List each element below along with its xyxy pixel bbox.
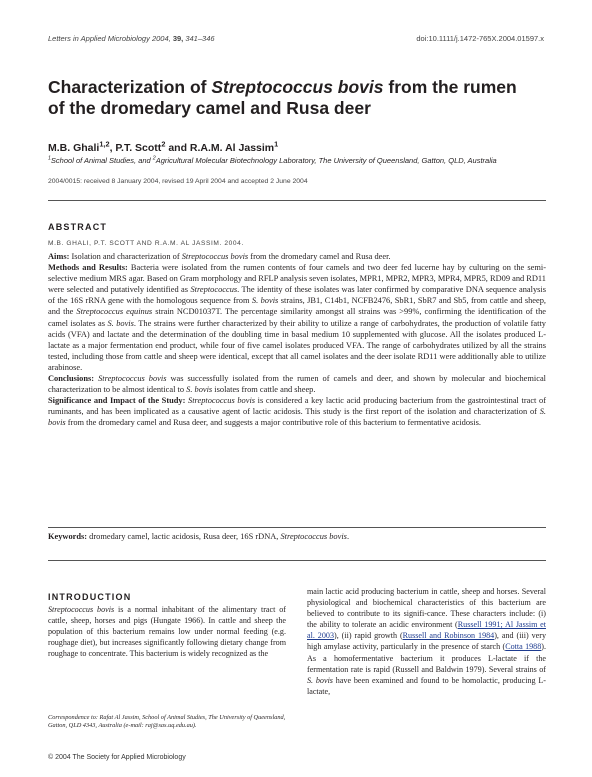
abstract-significance: Significance and Impact of the Study: Streptococcus bovis is considered a key lactic acid producing bacterium from the gastrointestinal tract of ruminants, and has been implicated as a causative agent of lactic acidosis. This study is the first report of the isolation and characterization of S. bovis from the dromedary camel and Rusa deer, and suggests a major contributive role of this bacterium to fermentative acidosis. — [48, 396, 546, 428]
keywords: Keywords: dromedary camel, lactic acidosis, Rusa deer, 16S rDNA, Streptococcus bovis. — [48, 532, 350, 541]
reference-link[interactable]: Russell and Robinson 1984 — [402, 631, 495, 641]
journal-citation: Letters in Applied Microbiology 2004, 39, 341–346 — [48, 34, 215, 43]
abstract-aims: Aims: Isolation and characterization of Streptococcus bovis from the dromedary camel and Rusa deer. — [48, 252, 391, 261]
introduction-heading: INTRODUCTION — [48, 592, 132, 602]
introduction-right-column: main lactic acid producing bacterium in cattle, sheep and horses. Several physiological and biochemical characteristics of this bacterium are believed to contribute to its signifi-cance. These characters include: (i) the ability to tolerate an acidic environment (Russell 1991; Al Jassim et al. 2003), (ii) rapid growth (Russell and Robinson 1984), and (iii) very high amylase activity, particularly in the presence of starch (Cotta 1988). As a homofermentative bacterium it produces L-lactate if the fermentation rate is rapid (Russell and Baldwin 1979). Several strains of S. bovis have been examined and found to be homolactic, producing L-lactate, — [307, 587, 546, 696]
divider — [48, 527, 546, 528]
doi-link[interactable]: doi:10.1111/j.1472-765X.2004.01597.x — [416, 34, 544, 43]
abstract-conclusions: Conclusions: Streptococcus bovis was successfully isolated from the rumen of camels and deer, and shown by molecular and biochemical characterization to be almost identical to S. bovis isolates from cattle and sheep. — [48, 374, 547, 395]
abstract-methods-results: Methods and Results: Bacteria were isolated from the rumen contents of four camels and two deer fed lucerne hay by culturing on the semi-selective medium MRS agar. Based on Gram morphology and RFLP analysis seven isolates, MPR1, MPR2, MPR3, MPR4, MPR5, RD09 and RD11 were selected and putatively identified as Streptococcus. The identity of these isolates was later confirmed by comparative DNA sequence analysis of the 16S rRNA gene with the homologous sequence from S. bovis strains, JB1, C14b1, NCFB2476, SbR1, SbR7 and Sb5, from cattle and sheep, and the Streptococcus equinus strain NCD01037T. The percentage similarity amongst all strains was >99%, confirming the identification of the camel isolates as S. bovis. The strains were further characterized by their ability to utilize a range of carbohydrates, the production of volatile fatty acids (VFA) and lactate and the determination of the doubling time in basal medium 10 supplemented with glucose. All the isolates produced L-lactate as a major fermentation end product, while four of five camel isolates produced VFA. The range of carbohydrates utilized by all the strains tested, including those from cattle and sheep were identical, except that all camel isolates and the deer isolate RD11 were additionally able to utilize arabinose. — [48, 263, 546, 372]
introduction-left-column: Streptococcus bovis is a normal inhabitant of the alimentary tract of cattle, sheep, horses and pigs (Hungate 1966). In cattle and sheep the population of this bacterium remains low under normal feeding (e.g. roughage diet), but increases significantly following dietary change from roughage to concentrate. This bacterium is widely recognized as the — [48, 605, 286, 659]
affiliations: $^1$School of Animal Studies, and $^2$Agricultural Molecular Biotechnology Laboratory, The University of Queensland, Gatton, QLD, Australia — [48, 155, 497, 165]
author-list: M.B. Ghali$^{1,2}$, P.T. Scott$^2$ and R.A.M. Al Jassim$^1$ — [48, 139, 279, 154]
title-species: Streptococcus bovis — [211, 77, 384, 97]
volume-number: 39, — [172, 34, 184, 43]
divider — [48, 200, 546, 201]
copyright-notice: © 2004 The Society for Applied Microbiology — [48, 754, 186, 761]
page-range: 341–346 — [185, 34, 215, 43]
abstract-heading: ABSTRACT — [48, 222, 108, 232]
abstract-body — [48, 251, 546, 429]
reference-link[interactable]: Cotta 1988 — [505, 642, 542, 652]
article-title: Characterization of Streptococcus bovis from the rumen of the dromedary camel and Rusa deer — [48, 77, 517, 118]
reference-link[interactable]: Russell 1991; Al Jassim et al. 2003 — [307, 620, 546, 641]
running-head — [48, 34, 544, 43]
divider — [48, 560, 546, 561]
correspondence-note: Correspondence to: Rafat Al Jassim, School of Animal Studies, The University of Queensland, Gatton, QLD 4343, Australia (e-mail: raj@sas.uq.edu.au). — [48, 714, 286, 730]
submission-dates: 2004/0015: received 8 January 2004, revised 19 April 2004 and accepted 2 June 2004 — [48, 178, 308, 185]
abstract-authors-line: M.B. GHALI, P.T. SCOTT AND R.A.M. AL JASSIM. 2004. — [48, 240, 244, 247]
